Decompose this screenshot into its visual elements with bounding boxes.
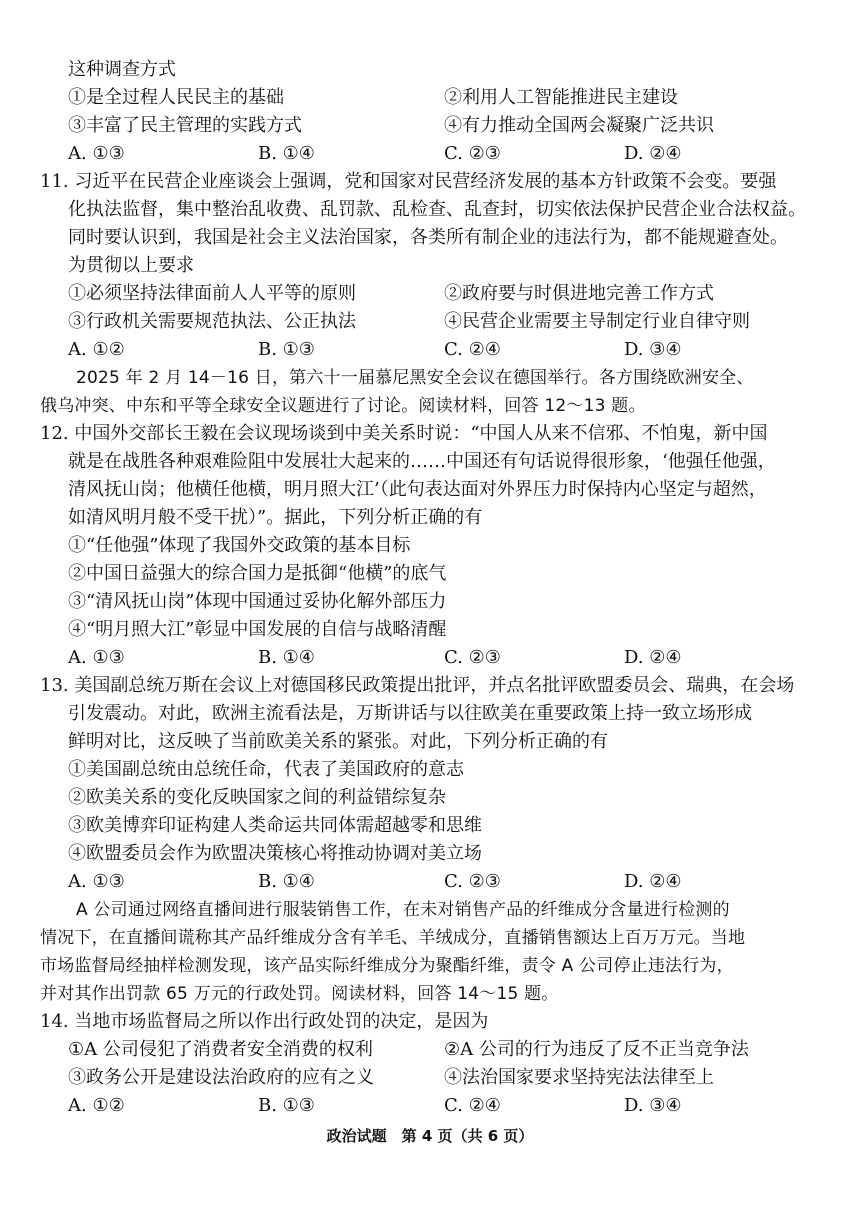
q11-answer-d: D. ③④	[624, 339, 682, 360]
q13-stem-line2: 引发震动。对此，欧洲主流看法是，万斯讲话与以往欧美在重要政策上持一致立场形成	[68, 703, 752, 724]
q11-options-row2	[68, 308, 828, 336]
q12-answer-b: B. ①④	[258, 647, 315, 668]
q14-answer-a: A. ①②	[68, 1095, 125, 1116]
q10-stem-tail: 这种调查方式	[68, 59, 176, 80]
q12-answer-a: A. ①③	[68, 647, 125, 668]
q13-stem-line3: 鲜明对比，这反映了当前欧美关系的紧张。对此，下列分析正确的有	[68, 731, 608, 752]
q12-stem-line3: 清风抚山岗；他横任他横，明月照大江’（此句表达面对外界压力时保持内心坚定与超然，	[68, 479, 767, 500]
q14-option-4: ④法治国家要求坚持宪法法律至上	[444, 1067, 714, 1088]
material-14-line1: A 公司通过网络直播间进行服装销售工作，在未对销售产品的纤维成分含量进行检测的	[76, 900, 730, 920]
q11-stem-line4: 为贯彻以上要求	[68, 255, 194, 276]
q11-answer-a: A. ①②	[68, 339, 125, 360]
q12-option-1: ①“任他强”体现了我国外交政策的基本目标	[68, 535, 411, 556]
material-14-line2: 情况下，在直播间谎称其产品纤维成分含有羊毛、羊绒成分，直播销售额达上百万万元。当地	[40, 928, 746, 948]
q12-option-2: ②中国日益强大的综合国力是抵御“他横”的底气	[68, 563, 447, 584]
q12-stem-line1: 12. 中国外交部长王毅在会议现场谈到中美关系时说：“中国人从来不信邪、不怕鬼，新中国	[40, 423, 768, 444]
q14-option-3: ③政务公开是建设法治政府的应有之义	[68, 1067, 374, 1088]
q12-answer-c: C. ②③	[444, 647, 501, 668]
q11-option-3: ③行政机关需要规范执法、公正执法	[68, 311, 356, 332]
q14-option-1: ①A 公司侵犯了消费者安全消费的权利	[68, 1039, 373, 1060]
page-footer: 政治试题 第 4 页（共 6 页）	[326, 1127, 534, 1145]
q14-stem-line1: 14. 当地市场监督局之所以作出行政处罚的决定，是因为	[40, 1011, 489, 1032]
q11-option-2: ②政府要与时俱进地完善工作方式	[444, 283, 714, 304]
q12-answers	[68, 644, 828, 672]
q11-answer-c: C. ②④	[444, 339, 501, 360]
q13-answer-c: C. ②③	[444, 871, 501, 892]
material-14-line4: 并对其作出罚款 65 万元的行政处罚。阅读材料，回答 14～15 题。	[40, 984, 559, 1004]
q13-answers	[68, 868, 828, 896]
q12-answer-d: D. ②④	[624, 647, 682, 668]
q10-option-2: ②利用人工智能推进民主建设	[444, 87, 678, 108]
q11-stem-line2: 化执法监督，集中整治乱收费、乱罚款、乱检查、乱查封，切实依法保护民营企业合法权益。	[68, 199, 806, 220]
q14-answer-c: C. ②④	[444, 1095, 501, 1116]
q10-options-row1	[68, 84, 828, 112]
q14-answer-d: D. ③④	[624, 1095, 682, 1116]
q13-answer-d: D. ②④	[624, 871, 682, 892]
q11-answer-b: B. ①③	[258, 339, 315, 360]
q13-option-2: ②欧美关系的变化反映国家之间的利益错综复杂	[68, 787, 446, 808]
q10-answer-a: A. ①③	[68, 143, 125, 164]
q14-answer-b: B. ①③	[258, 1095, 315, 1116]
material-12-line2: 俄乌冲突、中东和平等全球安全议题进行了讨论。阅读材料，回答 12～13 题。	[40, 396, 646, 416]
q12-option-3: ③“清风抚山岗”体现中国通过妥协化解外部压力	[68, 591, 447, 612]
q10-answers	[68, 140, 828, 168]
q11-option-4: ④民营企业需要主导制定行业自律守则	[444, 311, 750, 332]
q10-option-3: ③丰富了民主管理的实践方式	[68, 115, 302, 136]
q10-answer-d: D. ②④	[624, 143, 682, 164]
q13-option-4: ④欧盟委员会作为欧盟决策核心将推动协调对美立场	[68, 843, 482, 864]
q10-option-4: ④有力推动全国两会凝聚广泛共识	[444, 115, 714, 136]
q14-options-row2	[68, 1064, 828, 1092]
q12-stem-line2: 就是在战胜各种艰难险阻中发展壮大起来的……中国还有句话说得很形象，‘他强任他强，	[68, 451, 776, 472]
q10-option-1: ①是全过程人民民主的基础	[68, 87, 284, 108]
q12-option-4: ④“明月照大江”彰显中国发展的自信与战略清醒	[68, 619, 447, 640]
q10-answer-c: C. ②③	[444, 143, 501, 164]
q11-answers	[68, 336, 828, 364]
q14-options-row1	[68, 1036, 828, 1064]
q14-option-2: ②A 公司的行为违反了反不正当竞争法	[444, 1039, 749, 1060]
q13-stem-line1: 13. 美国副总统万斯在会议上对德国移民政策提出批评，并点名批评欧盟委员会、瑞典，在会场	[40, 675, 795, 696]
q14-answers	[68, 1092, 828, 1120]
q11-option-1: ①必须坚持法律面前人人平等的原则	[68, 283, 356, 304]
q13-option-1: ①美国副总统由总统任命，代表了美国政府的意志	[68, 759, 464, 780]
q11-stem-line1: 11. 习近平在民营企业座谈会上强调，党和国家对民营经济发展的基本方针政策不会变。要强	[40, 171, 777, 192]
q10-answer-b: B. ①④	[258, 143, 315, 164]
q12-stem-line4: 如清风明月般不受干扰）”。据此，下列分析正确的有	[68, 507, 483, 528]
q11-stem-line3: 同时要认识到，我国是社会主义法治国家，各类所有制企业的违法行为，都不能规避查处。	[68, 227, 788, 248]
material-14-line3: 市场监督局经抽样检测发现，该产品实际纤维成分为聚酯纤维，责令 A 公司停止违法行为，	[40, 956, 734, 976]
q13-answer-a: A. ①③	[68, 871, 125, 892]
q13-option-3: ③欧美博弈印证构建人类命运共同体需超越零和思维	[68, 815, 482, 836]
q13-answer-b: B. ①④	[258, 871, 315, 892]
q10-options-row2	[68, 112, 828, 140]
q11-options-row1	[68, 280, 828, 308]
material-12-line1: 2025 年 2 月 14－16 日，第六十一届慕尼黑安全会议在德国举行。各方围绕欧洲安全、	[76, 368, 754, 388]
